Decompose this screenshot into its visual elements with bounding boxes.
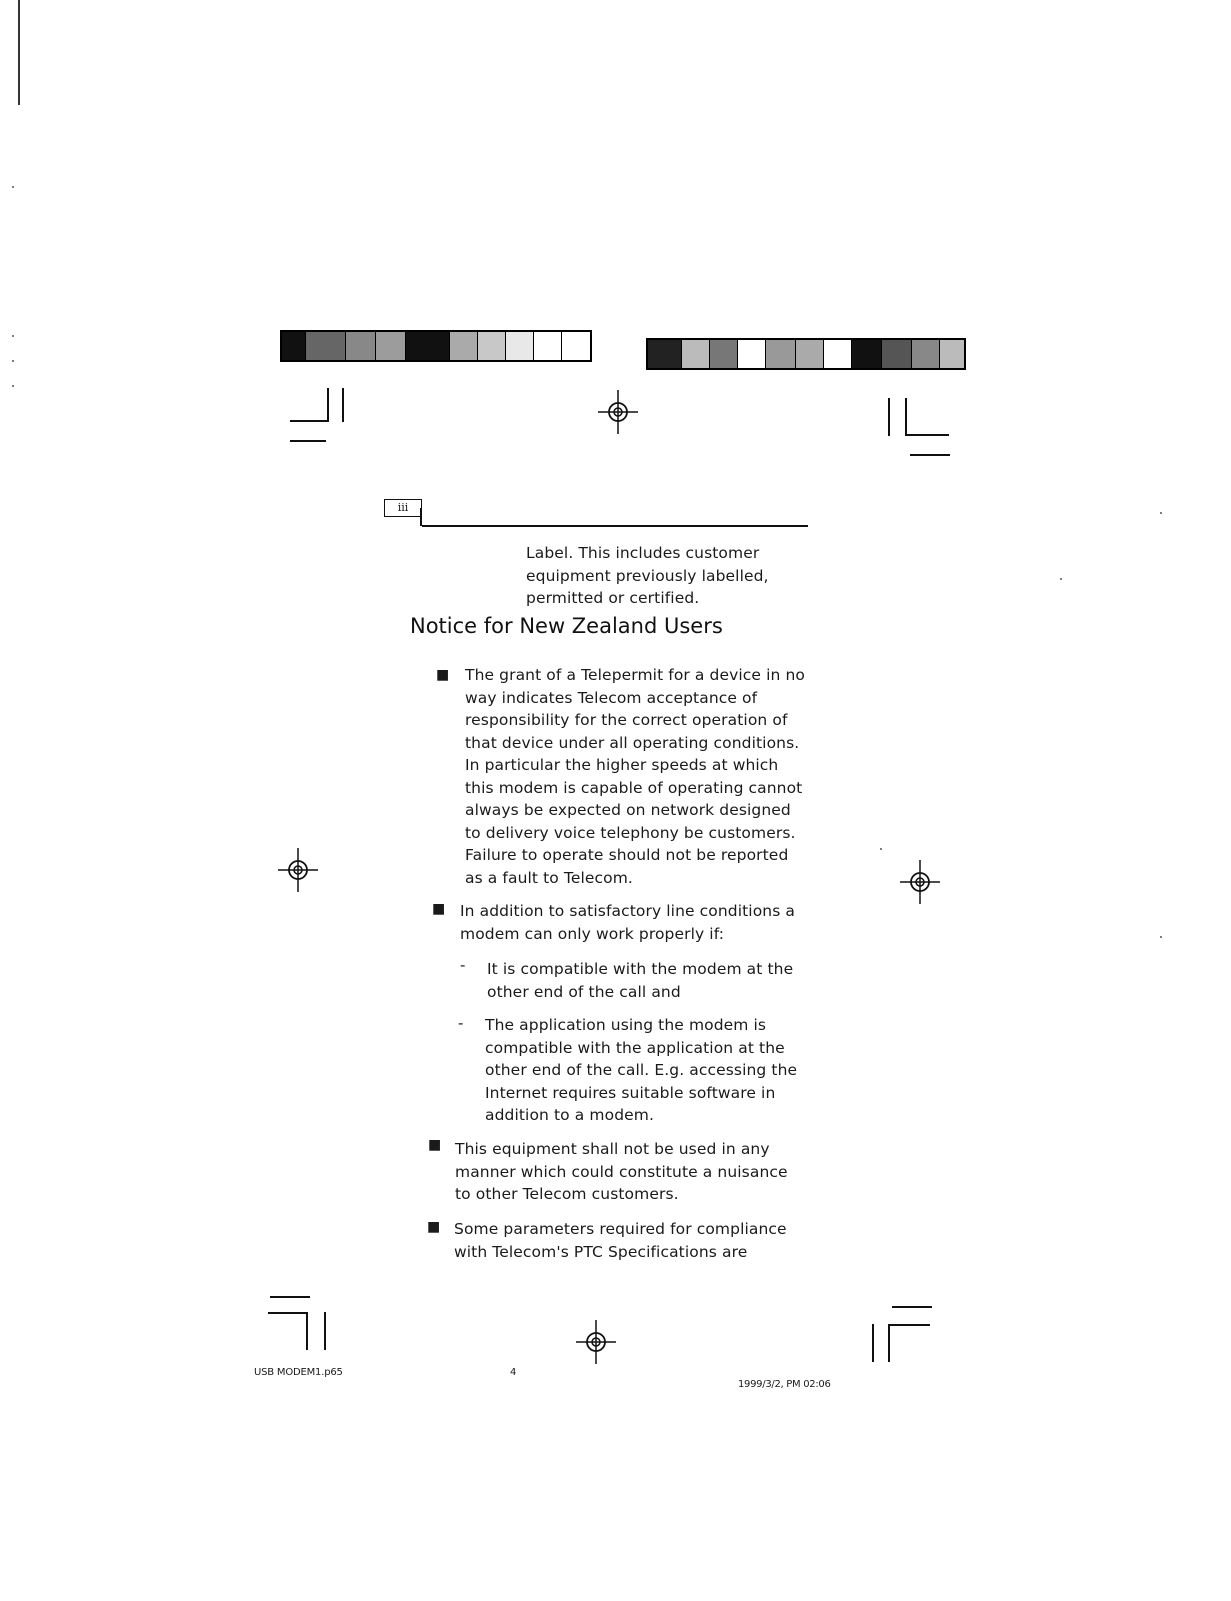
speck [1060,578,1062,580]
speck [12,360,14,362]
bullet-marker: ■ [432,901,446,917]
speck [12,385,14,387]
speck [880,848,882,850]
header-rule [422,525,808,527]
calibration-bar-left [280,330,592,362]
registration-mark-icon [276,848,320,892]
page-number: iii [397,501,409,514]
crop-mark [888,398,890,436]
left-edge-line [18,0,20,105]
section-heading: Notice for New Zealand Users [410,614,723,638]
speck [12,335,14,337]
intro-paragraph: Label. This includes customer equipment previously labelled, permitted or certified. [526,544,769,607]
bullet-marker: ■ [428,1137,442,1153]
speck [12,186,14,188]
crop-mark [910,454,950,456]
bullet-item: Some parameters required for compliance with Telecom's PTC Specifications are [454,1220,787,1261]
registration-mark-icon [574,1320,618,1364]
speck [1160,512,1162,514]
speck [1160,936,1162,938]
crop-mark [290,440,326,442]
subitem-marker: - [458,1014,464,1032]
registration-mark-icon [596,390,640,434]
header-rule-connector [420,508,422,526]
crop-mark [268,1312,308,1314]
bullet-marker: ■ [427,1219,441,1235]
crop-mark [892,1306,932,1308]
crop-mark [905,398,907,436]
bullet-item: This equipment shall not be used in any manner which could constitute a nuisance to other Telecom customers. [455,1140,788,1203]
crop-mark [888,1324,930,1326]
crop-mark [342,388,344,422]
sub-item: The application using the modem is compatible with the application at the other end of the call. E.g. accessing the Internet requires suitable software in addition to a modem. [485,1016,798,1124]
crop-mark [872,1324,874,1362]
registration-mark-icon [898,860,942,904]
bullet-item: In addition to satisfactory line conditions a modem can only work properly if: [460,902,796,943]
bullet-marker: ■ [436,667,450,683]
sub-item: It is compatible with the modem at the other end of the call and [487,960,794,1001]
crop-mark [324,1312,326,1350]
crop-mark [905,434,949,436]
calibration-bar-right [646,338,966,370]
footer-datetime: 1999/3/2, PM 02:06 [738,1379,831,1390]
crop-mark [270,1296,310,1298]
footer-folio: 4 [510,1367,517,1378]
crop-mark [306,1312,308,1350]
crop-mark [290,420,328,422]
bullet-item: The grant of a Telepermit for a device in no way indicates Telecom acceptance of responsibility for the correct operation of that device under all operating conditions. In particular the higher speeds at which this modem is capable of operating cannot always be expected on network designed to delivery voice telephony be customers. Failure to operate should not be reported as a fault to Telecom. [465,666,805,887]
subitem-marker: - [460,956,466,974]
page-number-box [384,499,422,517]
crop-mark [327,388,329,422]
crop-mark [888,1324,890,1362]
footer-filename: USB MODEM1.p65 [254,1367,343,1378]
